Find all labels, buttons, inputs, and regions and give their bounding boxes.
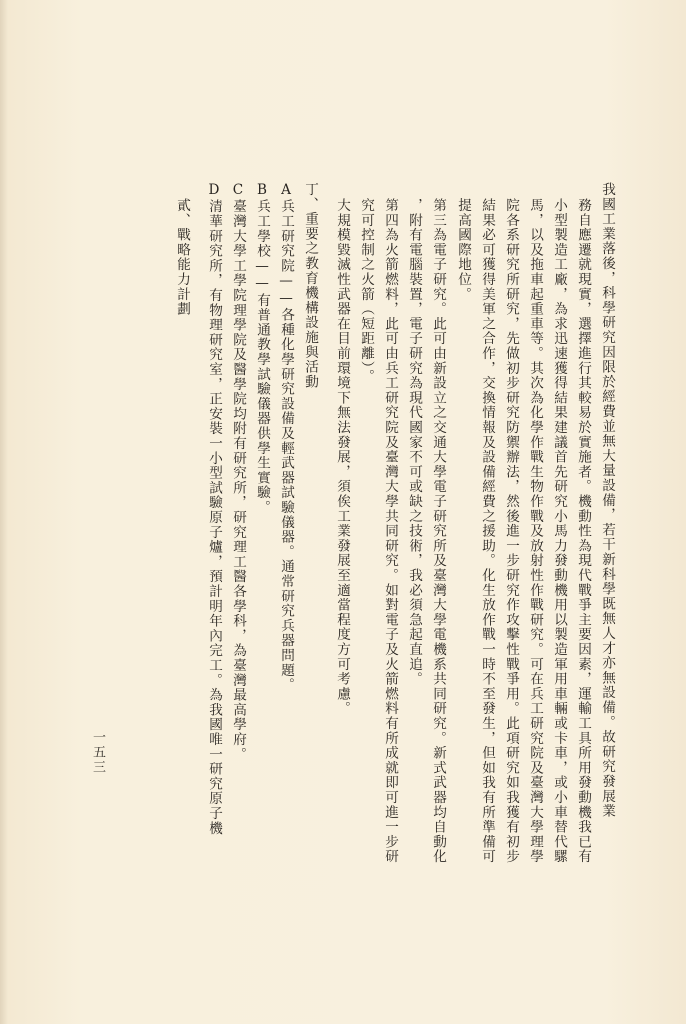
text-column-11: 究可控制之火箭（短距離）。 [358,198,374,384]
text-column-6: 結果必可獲得美軍之合作，交換情報及設備經費之援助。化生放作戰一時不至發生，但如我有所準備可 [479,198,495,864]
text-column-7: 提高國際地位。 [455,198,471,302]
text-column-4: 馬，以及拖車起重車等。其次為化學作戰生物作戰及放射性作戰研究。可在兵工研究院及臺灣大學理學 [527,198,543,864]
section-heading-er: 貳、戰略能力計劃 [174,198,190,317]
section-heading-ding: 丁、重要之教育機構設施與活動 [302,182,318,390]
text-column-8: 第三為電子研究。此可由新設立之交通大學電子研究所及臺灣大學電機系共同研究。新式武器均自動化 [430,198,446,864]
list-item-d: D清華研究所，有物理研究室，正安裝一小型試驗原子爐，預計明年內完工。為我國唯一研究原子機 [206,182,222,836]
page-number: 一五三 [90,730,105,775]
text-column-9: ，附有電腦裝置，電子研究為現代國家不可或缺之技術，我必須急起直追。 [406,198,422,687]
text-column-1: 我國工業落後，科學研究因限於經費並無大量設備，若干新科學既無人才亦無設備。故研究發展業 [599,182,615,819]
text-column-5: 院各系研究所研究，先做初步研究防禦辦法，然後進一步研究作攻擊性戰爭用。此項研究如我獲有初步 [503,198,519,864]
list-item-c: C臺灣大學工學院理學院及醫學院均附有研究所，研究理工醫各學科，為臺灣最高學府。 [230,182,246,762]
list-item-a: A兵工研究院——各種化學研究設備及輕武器試驗儀器。通常研究兵器問題。 [278,182,294,693]
list-item-b: B兵工學校——有普通教學試驗儀器供學生實驗。 [254,182,270,515]
text-column-2: 務自應遷就現實，選擇進行其較易於實施者。機動性為現代戰爭主要因素，運輸工具所用發動機我已有 [575,198,591,864]
text-column-3: 小型製造工廠，為求迅速獲得結果建議首先研究小馬力發動機用以製造軍用車輛或卡車，或小車替代騾 [551,198,567,864]
text-column-12: 大規模毀滅性武器在目前環境下無法發展，須俟工業發展至適當程度方可考慮。 [334,198,350,716]
page-edge-shadow [0,0,8,1024]
text-column-10: 第四為火箭燃料，此可由兵工研究院及臺灣大學共同研究。如對電子及火箭燃料有所成就即可進一步研 [382,198,398,864]
